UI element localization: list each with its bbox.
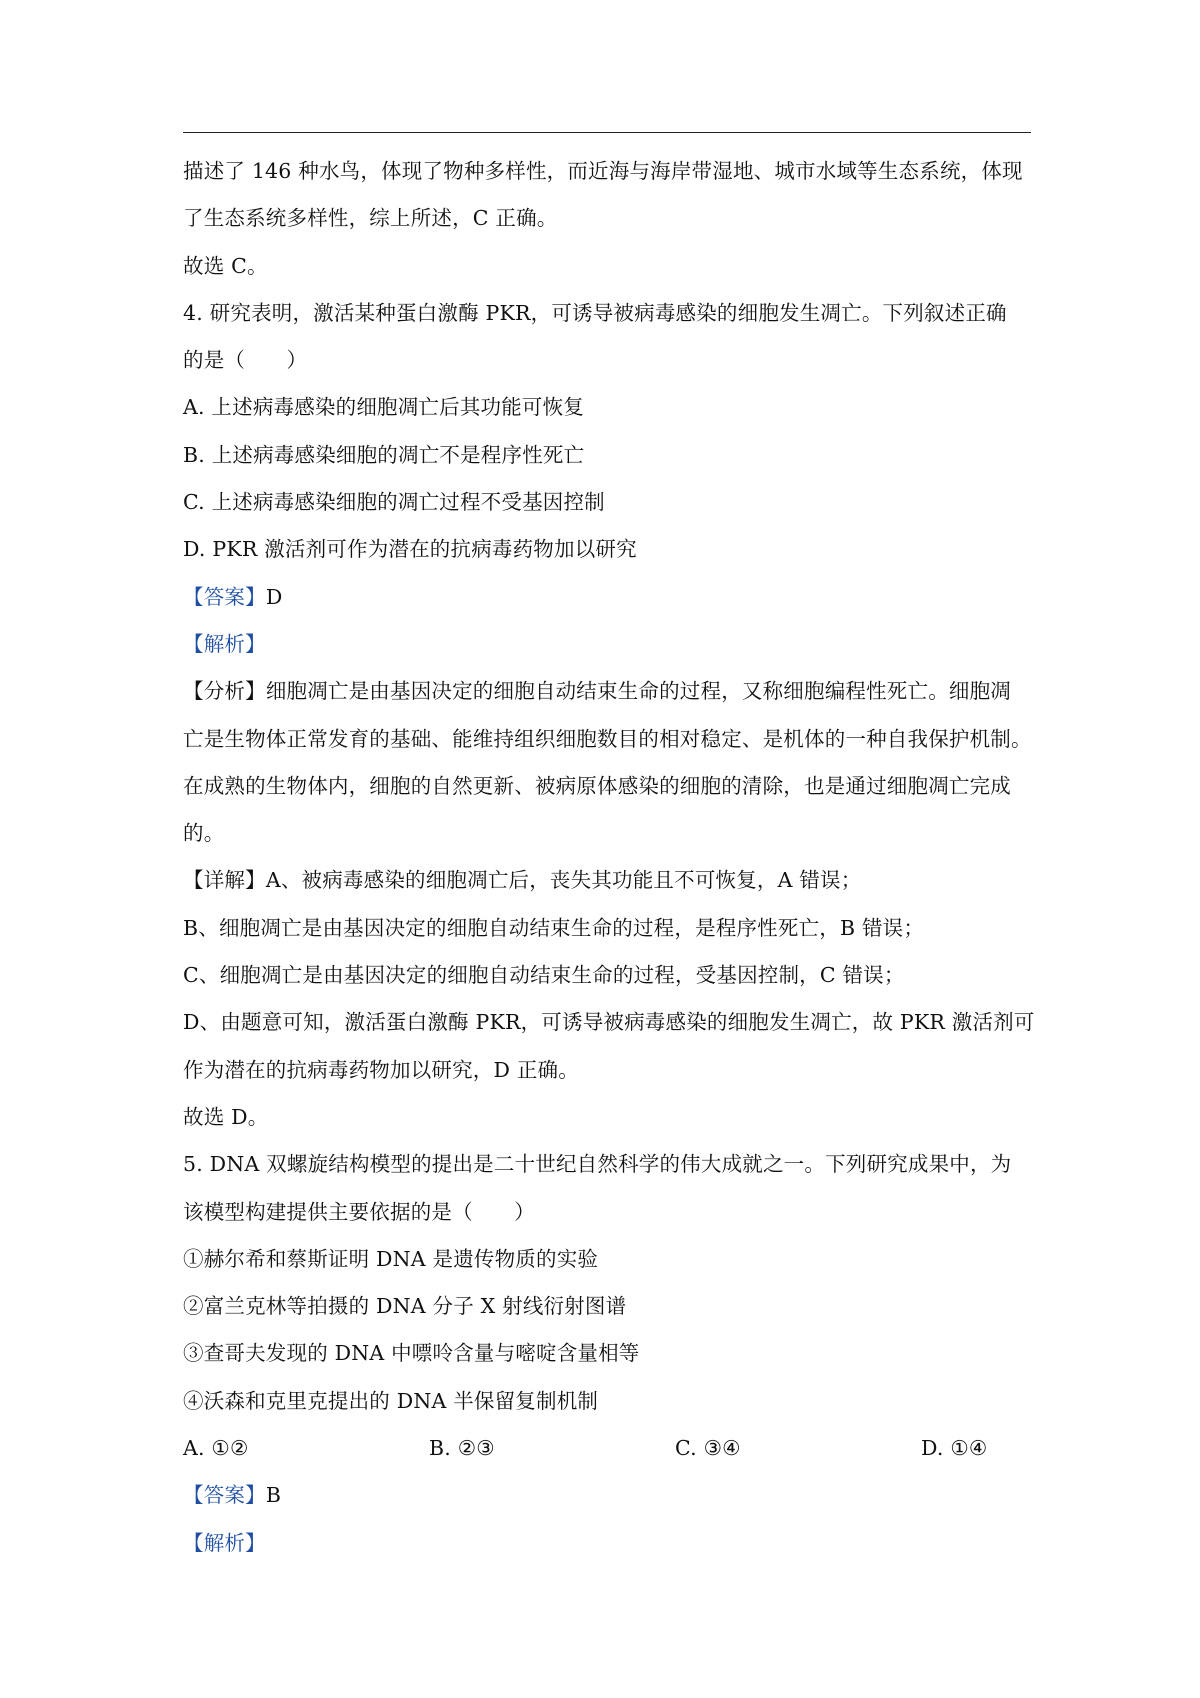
fenxi-tag: 【分析】	[183, 679, 266, 704]
answer-value: D	[265, 584, 283, 609]
analysis-4-heading	[183, 621, 1043, 668]
analysis-4-line: 在成熟的生物体内，细胞的自然更新、被病原体感染的细胞的清除，也是通过细胞凋亡完成	[183, 773, 1011, 798]
question-5-options	[183, 1425, 1043, 1472]
text-line: 故选 C。	[183, 253, 268, 278]
fenxi-text: 细胞凋亡是由基因决定的细胞自动结束生命的过程，又称细胞编程性死亡。细胞凋	[265, 679, 1012, 704]
analysis-4-line: 的。	[183, 821, 225, 846]
question-5-item-2: ②富兰克林等拍摄的 DNA 分子 X 射线衍射图谱	[183, 1294, 627, 1319]
analysis-5-heading	[183, 1520, 1043, 1567]
question-4-option-d: D. PKR 激活剂可作为潜在的抗病毒药物加以研究	[183, 537, 637, 562]
question-5-item-3: ③查哥夫发现的 DNA 中嘌呤含量与嘧啶含量相等	[183, 1341, 640, 1366]
analysis-4-line	[183, 668, 1043, 715]
question-5-stem-cont: 该模型构建提供主要依据的是（ ）	[183, 1199, 535, 1224]
detail-4-line: 作为潜在的抗病毒药物加以研究，D 正确。	[183, 1057, 579, 1082]
answer-5	[183, 1472, 1043, 1519]
question-4-stem-cont: 的是（ ）	[183, 348, 308, 373]
question-5-option-d: D. ①④	[921, 1436, 988, 1461]
detail-4-line: B、细胞凋亡是由基因决定的细胞自动结束生命的过程，是程序性死亡，B 错误；	[183, 915, 925, 940]
xiangjie-tag: 【详解】	[183, 868, 266, 893]
document-body	[183, 148, 1043, 1567]
question-5-option-b: B. ②③	[429, 1436, 495, 1461]
detail-4-line: C、细胞凋亡是由基因决定的细胞自动结束生命的过程，受基因控制，C 错误；	[183, 963, 905, 988]
text-line: 了生态系统多样性，综上所述，C 正确。	[183, 206, 558, 231]
detail-4-line	[183, 857, 1043, 904]
question-5-stem: 5. DNA 双螺旋结构模型的提出是二十世纪自然科学的伟大成就之一。下列研究成果中，为	[183, 1152, 1012, 1177]
question-5-option-a: A. ①②	[183, 1436, 249, 1461]
analysis-tag: 【解析】	[183, 631, 266, 656]
text-line: 描述了 146 种水鸟，体现了物种多样性，而近海与海岸带湿地、城市水域等生态系统，体现	[183, 159, 1023, 183]
answer-tag: 【答案】	[183, 1483, 266, 1508]
question-4-stem: 4. 研究表明，激活某种蛋白激酶 PKR，可诱导被病毒感染的细胞发生凋亡。下列叙述正确	[183, 300, 1007, 325]
answer-value: B	[265, 1483, 282, 1508]
analysis-tag: 【解析】	[183, 1530, 266, 1555]
question-4-option-b: B. 上述病毒感染细胞的凋亡不是程序性死亡	[183, 442, 585, 467]
xiangjie-text: A、被病毒感染的细胞凋亡后，丧失其功能且不可恢复，A 错误；	[265, 868, 862, 893]
answer-4	[183, 574, 1043, 621]
question-4-option-c: C. 上述病毒感染细胞的凋亡过程不受基因控制	[183, 490, 605, 515]
detail-4-line: D、由题意可知，激活蛋白激酶 PKR，可诱导被病毒感染的细胞发生凋亡，故 PKR 激活剂可	[183, 1010, 1035, 1035]
header-rule	[183, 132, 1031, 133]
question-5-item-4: ④沃森和克里克提出的 DNA 半保留复制机制	[183, 1388, 599, 1413]
detail-4-line: 故选 D。	[183, 1104, 269, 1129]
question-4-option-a: A. 上述病毒感染的细胞凋亡后其功能可恢复	[183, 395, 585, 420]
question-5-option-c: C. ③④	[675, 1436, 741, 1461]
analysis-4-line: 亡是生物体正常发育的基础、能维持组织细胞数目的相对稳定、是机体的一种自我保护机制。	[183, 726, 1032, 751]
question-5-item-1: ①赫尔希和蔡斯证明 DNA 是遗传物质的实验	[183, 1246, 599, 1271]
answer-tag: 【答案】	[183, 584, 266, 609]
